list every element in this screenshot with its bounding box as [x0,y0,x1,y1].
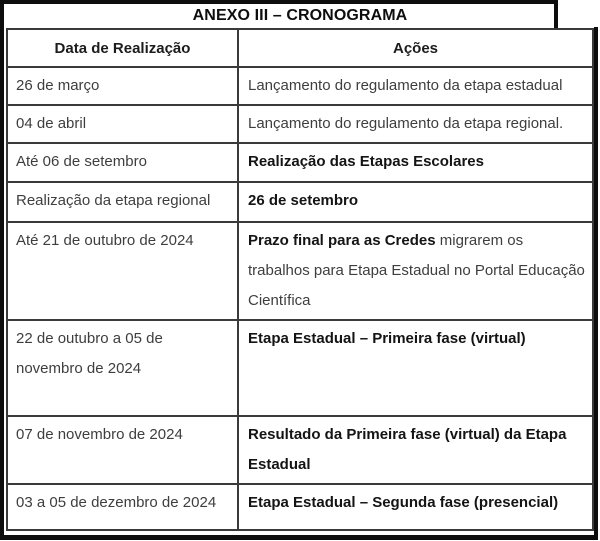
action-cell [238,222,593,320]
cronograma-table [6,28,594,531]
action-cell [238,416,593,484]
date-cell: Até 21 de outubro de 2024 [7,222,238,320]
action-bold-text: 26 de setembro [248,192,359,209]
date-cell: Até 06 de setembro [7,143,238,182]
action-cell [238,182,593,222]
action-cell [238,143,593,182]
action-regular-text: migrarem os trabalhos para Etapa Estadual no Portal Educação Científica [248,232,585,309]
date-cell: 26 de março [7,67,238,105]
action-bold-text: Realização das Etapas Escolares [248,153,484,170]
action-bold-text: Resultado da Primeira fase (virtual) da Etapa Estadual [248,426,567,473]
action-regular-text: Lançamento do regulamento da etapa regional. [248,115,564,132]
action-cell [238,67,593,105]
action-cell [238,484,593,530]
table-row [7,143,593,182]
table-row [7,320,593,416]
date-cell: Realização da etapa regional [7,182,238,222]
column-header-data-de-realizacao: Data de Realização [7,29,238,67]
frame-border-bottom [0,535,598,540]
date-cell: 22 de outubro a 05 de novembro de 2024 [7,320,238,416]
page-title: ANEXO III – CRONOGRAMA [192,7,408,24]
table-row [7,67,593,105]
action-bold-text: Prazo final para as Credes [248,232,436,249]
action-bold-text: Etapa Estadual – Primeira fase (virtual) [248,330,526,347]
date-cell: 07 de novembro de 2024 [7,416,238,484]
header-row [7,29,593,67]
table-row [7,484,593,530]
action-bold-text: Etapa Estadual – Segunda fase (presencial) [248,494,559,511]
frame-border-left [0,0,4,540]
table-row [7,182,593,222]
action-regular-text: Lançamento do regulamento da etapa estadual [248,77,563,94]
column-header-acoes: Ações [238,29,593,67]
action-cell [238,320,593,416]
action-cell [238,105,593,143]
date-cell: 03 a 05 de dezembro de 2024 [7,484,238,530]
table-row [7,222,593,320]
table-row [7,105,593,143]
frame-border-right [594,27,598,540]
table-row [7,416,593,484]
date-cell: 04 de abril [7,105,238,143]
